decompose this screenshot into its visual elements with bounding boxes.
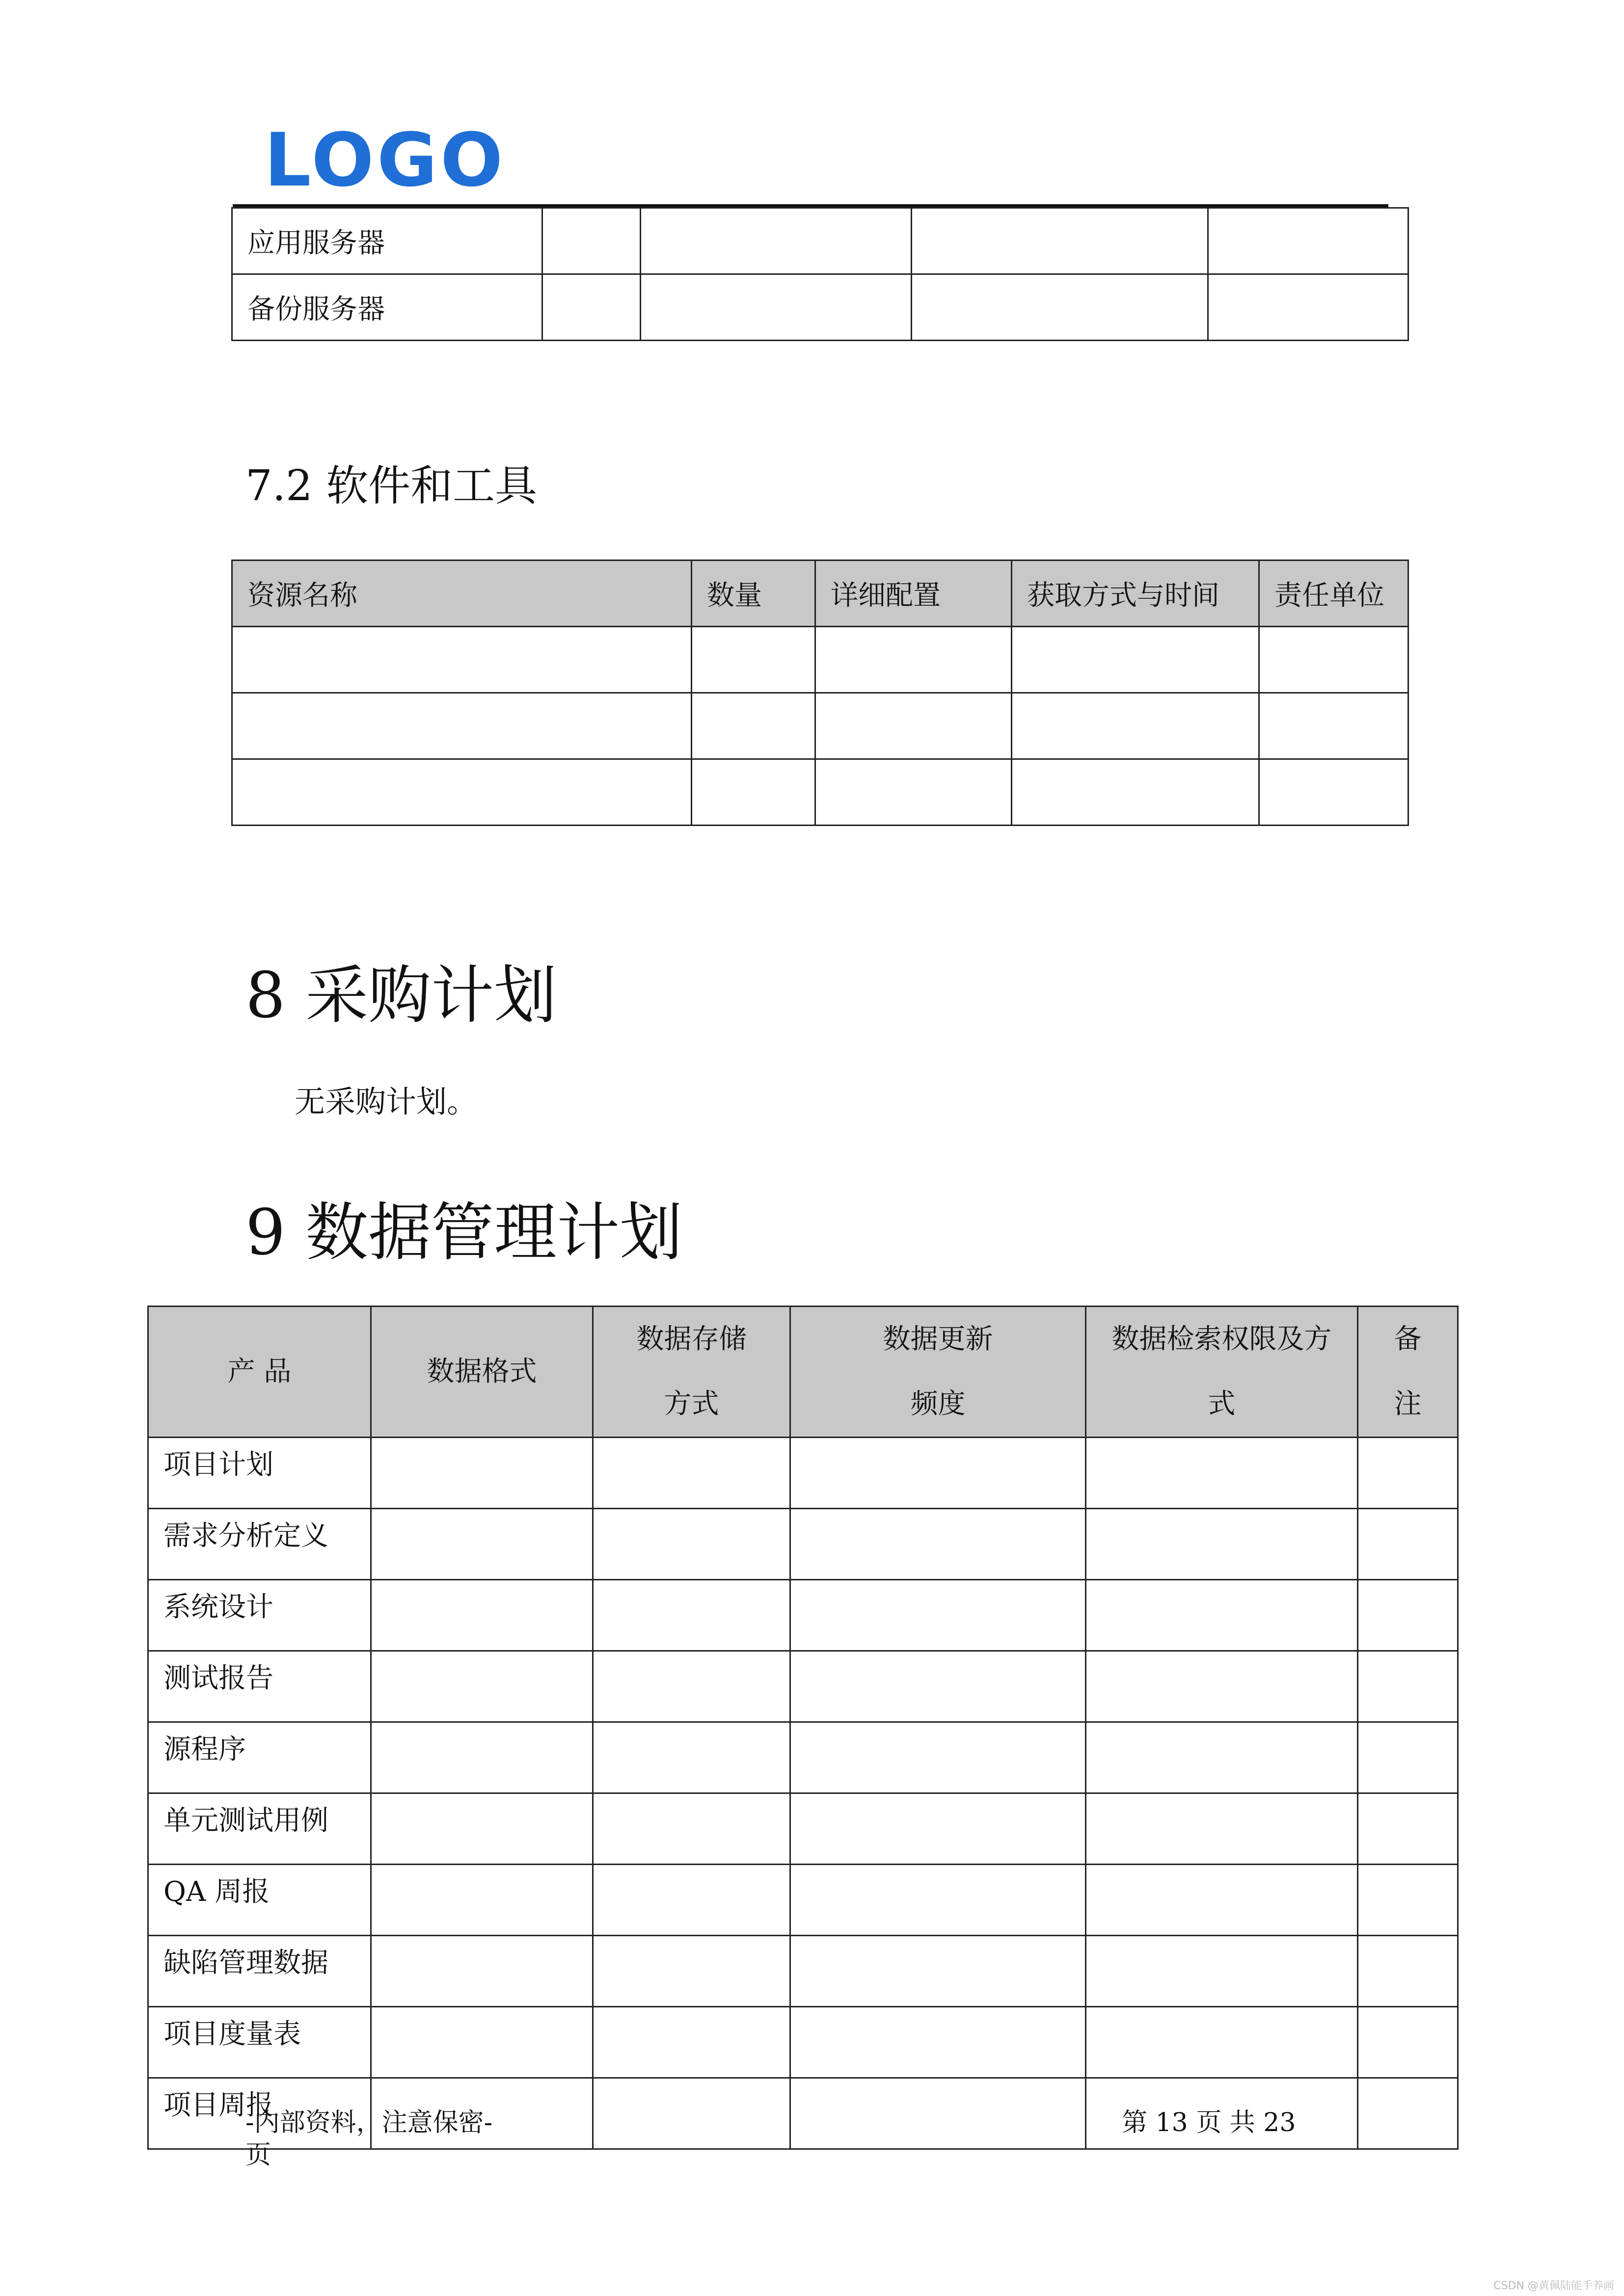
table-row	[232, 208, 1408, 274]
software-tools-table	[231, 560, 1409, 826]
product-cell: 系统设计	[148, 1580, 371, 1651]
product-cell: 需求分析定义	[148, 1509, 371, 1580]
watermark: CSDN @黄佩陆能手养画	[1493, 2280, 1614, 2292]
table-row	[148, 1651, 1458, 1722]
product-cell: 单元测试用例	[148, 1793, 371, 1865]
column-header: 资源名称	[232, 561, 692, 627]
product-cell: 缺陷管理数据	[148, 1936, 371, 2007]
table-cell	[1012, 693, 1259, 759]
table-header-row	[232, 561, 1408, 627]
column-header: 备 注	[1358, 1307, 1458, 1438]
table-cell	[692, 759, 815, 826]
product-cell: QA 周报	[148, 1865, 371, 1936]
product-cell: 项目周报	[148, 2078, 371, 2149]
table-cell	[1012, 759, 1259, 826]
table-row	[148, 1936, 1458, 2007]
table-cell	[692, 627, 815, 693]
product-cell: 源程序	[148, 1722, 371, 1793]
column-header: 获取方式与时间	[1012, 561, 1259, 627]
table-cell	[692, 693, 815, 759]
footer-confidential-line2: 页	[245, 2140, 271, 2170]
table-header-row	[148, 1307, 1458, 1438]
table-cell	[232, 759, 692, 826]
table-row	[232, 759, 1408, 826]
table-row	[148, 2007, 1458, 2078]
table-row	[148, 1580, 1458, 1651]
table-row	[232, 274, 1408, 341]
table-cell	[641, 208, 912, 274]
column-header: 责任单位	[1259, 561, 1408, 627]
column-header: 数据更新 频度	[790, 1307, 1086, 1438]
product-cell: 测试报告	[148, 1651, 371, 1722]
section-9-heading: 9 数据管理计划	[245, 1196, 683, 1269]
table-cell	[912, 274, 1208, 341]
table-cell	[1259, 759, 1408, 826]
column-header: 数据检索权限及方 式	[1086, 1307, 1358, 1438]
column-header: 详细配置	[815, 561, 1012, 627]
table-row	[148, 1722, 1458, 1793]
table-cell	[1259, 627, 1408, 693]
table-cell	[232, 627, 692, 693]
table-row	[148, 1865, 1458, 1936]
table-cell	[815, 693, 1012, 759]
section-8-body: 无采购计划。	[295, 1084, 478, 1120]
section-7-2-heading: 7.2 软件和工具	[245, 461, 538, 510]
table-cell	[1259, 693, 1408, 759]
table-cell	[1208, 208, 1408, 274]
table-row	[148, 1438, 1458, 1509]
table-cell	[232, 693, 692, 759]
company-logo: LOGO	[264, 118, 506, 203]
table-cell	[641, 274, 912, 341]
table-row	[232, 627, 1408, 693]
table-cell	[912, 208, 1208, 274]
product-cell: 项目计划	[148, 1438, 371, 1509]
data-management-table	[147, 1306, 1459, 2150]
table-cell	[815, 759, 1012, 826]
table-cell	[1208, 274, 1408, 341]
footer-confidential: -内部资料，注意保密-	[245, 2108, 493, 2137]
footer-page-number: 第 13 页 共 23	[1122, 2108, 1296, 2137]
table-cell	[1012, 627, 1259, 693]
product-cell: 项目度量表	[148, 2007, 371, 2078]
column-header: 数量	[692, 561, 815, 627]
column-header: 数据存储 方式	[593, 1307, 790, 1438]
table-cell: 备份服务器	[232, 274, 542, 341]
column-header: 数据格式	[371, 1307, 593, 1438]
hardware-table	[231, 207, 1409, 341]
table-row	[148, 1793, 1458, 1865]
table-cell	[815, 627, 1012, 693]
table-cell	[542, 274, 641, 341]
column-header: 产 品	[148, 1307, 371, 1438]
table-cell	[542, 208, 641, 274]
section-8-heading: 8 采购计划	[245, 959, 557, 1032]
table-row	[148, 1509, 1458, 1580]
table-row	[232, 693, 1408, 759]
table-cell: 应用服务器	[232, 208, 542, 274]
